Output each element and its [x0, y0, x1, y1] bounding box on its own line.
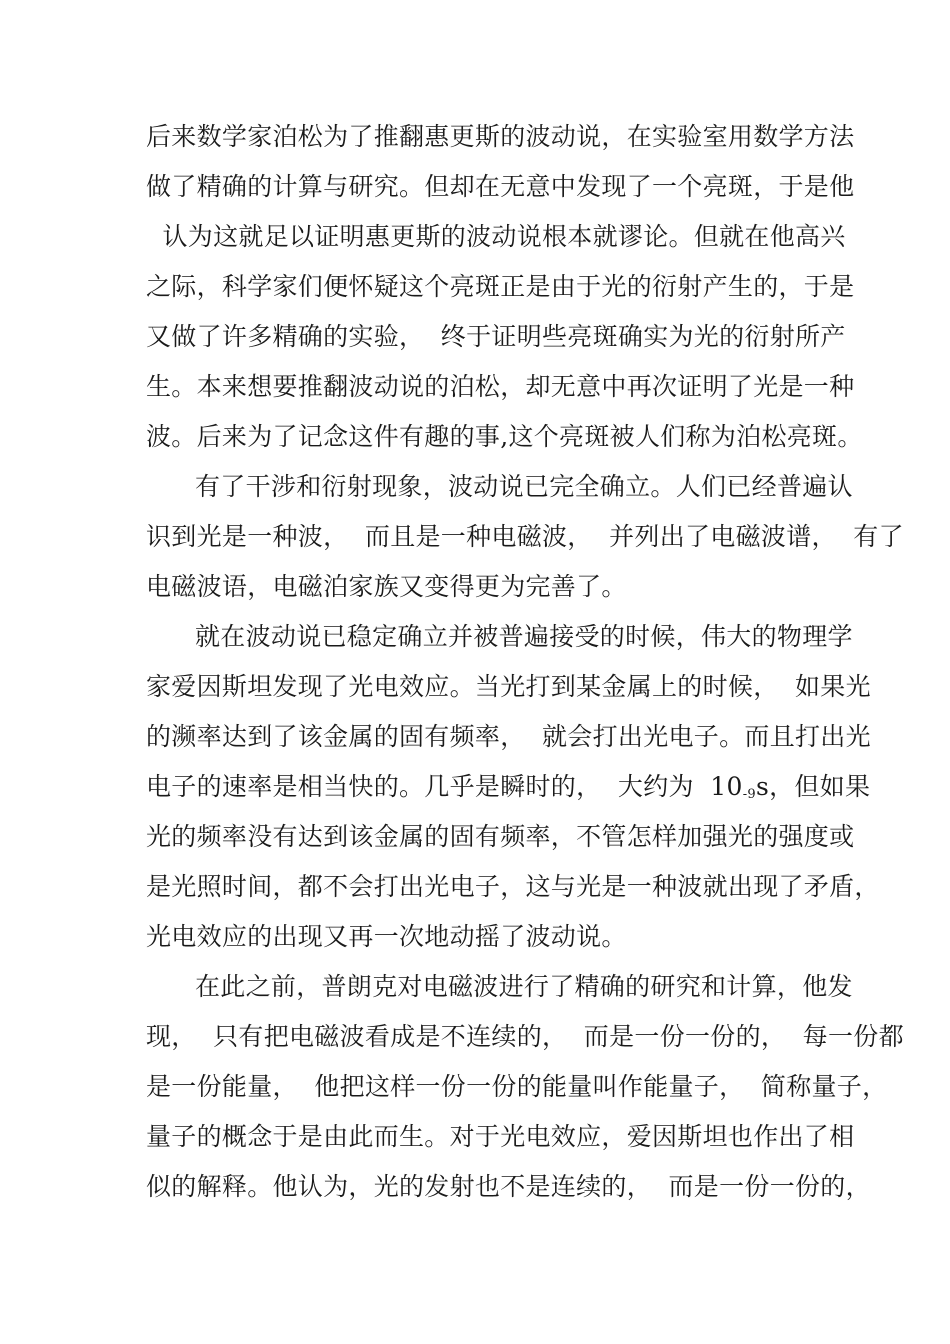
paragraph-start-line: 就在波动说已稳定确立并被普遍接受的时候，伟大的物理学: [195, 622, 853, 651]
text-line-4: 之际，科学家们便怀疑这个亮斑正是由于光的衍射产生的，于是: [146, 272, 855, 301]
paragraph-start-line: 有了干涉和衍射现象，波动说已完全确立。人们已经普遍认: [195, 472, 853, 501]
text-line-9: 识到光是一种波， 而且是一种电磁波， 并列出了电磁波谱， 有了: [146, 522, 904, 551]
text-line-16: 是光照时间，都不会打出光电子，这与光是一种波就出现了矛盾，: [146, 872, 880, 901]
text-line-14: [146, 770, 950, 812]
text-line-19: 现， 只有把电磁波看成是不连续的， 而是一份一份的， 每一份都: [146, 1022, 904, 1051]
text-line-21: 量子的概念于是由此而生。对于光电效应，爱因斯坦也作出了相: [146, 1122, 855, 1151]
text-line-2: 做了精确的计算与研究。但却在无意中发现了一个亮斑，于是他: [146, 172, 855, 201]
text-line-3: 认为这就足以证明惠更斯的波动说根本就谬论。但就在他高兴: [146, 222, 846, 251]
text-line-1: 后来数学家泊松为了推翻惠更斯的波动说，在实验室用数学方法: [146, 122, 855, 151]
text-line-20: 是一份能量， 他把这样一份一份的能量叫作能量子， 简称量子，: [146, 1072, 888, 1101]
text-line-13: 的濒率达到了该金属的固有频率， 就会打出光电子。而且打出光: [146, 722, 871, 751]
text-line-14-main: 电子的速率是相当快的。几乎是瞬时的， 大约为 10: [146, 772, 743, 801]
text-line-22: 似的解释。他认为，光的发射也不是连续的， 而是一份一份的，: [146, 1172, 871, 1201]
text-line-7: 波。后来为了记念这件有趣的事,这个亮斑被人们称为泊松亮斑。: [146, 422, 863, 451]
paragraph-start-line: 在此之前，普朗克对电磁波进行了精确的研究和计算，他发: [195, 972, 853, 1001]
text-line-15: 光的频率没有达到该金属的固有频率，不管怎样加强光的强度或: [146, 822, 855, 851]
text-line-5: 又做了许多精确的实验， 终于证明些亮斑确实为光的衍射所产: [146, 322, 846, 351]
text-line-6: 生。本来想要推翻波动说的泊松，却无意中再次证明了光是一种: [146, 372, 855, 401]
text-line-10: 电磁波语，电磁泊家族又变得更为完善了。: [146, 572, 627, 601]
text-line-12: 家爱因斯坦发现了光电效应。当光打到某金属上的时候， 如果光: [146, 672, 871, 701]
exponent-text: -9: [742, 787, 756, 802]
text-line-14-tail: s，但如果: [755, 772, 871, 801]
text-line-17: 光电效应的出现又再一次地动摇了波动说。: [146, 922, 627, 951]
